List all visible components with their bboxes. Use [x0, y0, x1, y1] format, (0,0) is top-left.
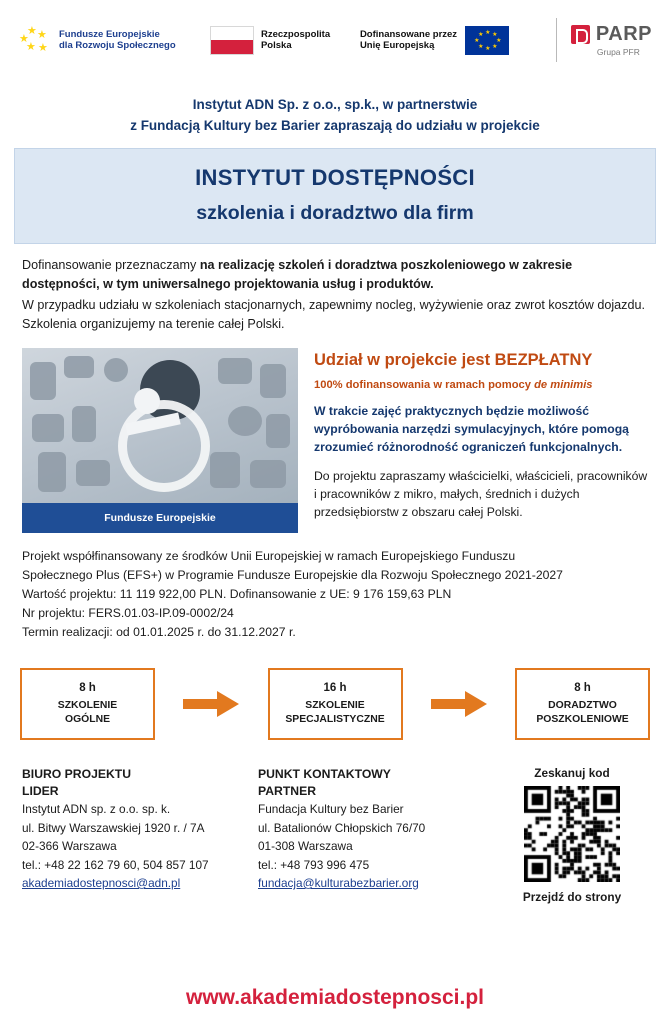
flow-step-1-label-1: SZKOLENIE [57, 700, 118, 711]
accessibility-photo [22, 348, 298, 533]
program-flow [20, 668, 650, 740]
logo-fundusze-europejskie [18, 24, 188, 56]
paragraph-bold: na realizację szkoleń i doradztwa poszkoleniowego w zakresie dostępności, w tym uniwersalnego projektowania usług i produktów. [22, 258, 573, 291]
paragraph-rest: W przypadku udziału w szkoleniach stacjonarnych, zapewnimy nocleg, wyżywienie oraz zwrot kosztów dojazdu. Szkolenia organizujemy na terenie całej Polski. [22, 298, 645, 331]
flow-step-2-label-2: SPECJALISTYCZNE [285, 714, 385, 725]
fe-logo-text [59, 29, 176, 52]
contact-lider-street: ul. Bitwy Warszawskiej 1920 r. / 7A [22, 820, 205, 835]
polish-flag-icon [210, 26, 254, 55]
rp-logo-line2: Polska [260, 40, 292, 51]
fe-stars-icon: ★ ★ ★ ★ ★ [19, 25, 48, 54]
contact-lider-title-2: LIDER [22, 784, 59, 798]
intro-heading [30, 94, 640, 136]
fe-logo-line2: dla Rozwoju Społecznego [59, 40, 176, 51]
benefits-paragraph-1: W trakcie zajęć praktycznych będzie możliwość wypróbowania narzędzi symulacyjnych, które pomogą zrozumieć różnorodność ograniczeń funkcjonalnych. [314, 404, 629, 454]
de-minimis-italic: de minimis [534, 379, 593, 391]
flow-step-1-hours: 8 h [79, 682, 96, 694]
parp-name: PARP [595, 23, 652, 45]
benefits-paragraph-2: Do projektu zapraszamy właścicielki, właścicieli, pracowników i pracowników z mikro, małych, średnich i dużych przedsiębiorstw z obszaru całej Polski. [314, 469, 648, 519]
flow-step-3 [515, 668, 650, 740]
paragraph-lead: Dofinansowanie przeznaczamy [22, 258, 200, 272]
wheelchair-icon [118, 400, 210, 492]
qr-section [494, 766, 650, 904]
ue-logo-line2: Unię Europejską [359, 40, 435, 51]
free-participation-title: Udział w projekcie jest BEZPŁATNY [314, 351, 593, 369]
funding-line-2: Społecznego Plus (EFS+) w Programie Fundusze Europejskie dla Rozwoju Społecznego 2021-2027 [22, 568, 563, 582]
flow-step-2 [268, 668, 403, 740]
logo-unia-europejska [360, 26, 550, 55]
banner-subtitle: szkolenia i doradztwo dla firm [196, 202, 474, 224]
contact-lider-email-link[interactable]: akademiadostepnosci@adn.pl [22, 876, 181, 890]
flow-step-1 [20, 668, 155, 740]
flow-arrow-2-icon [403, 691, 516, 717]
contact-partner-title-2: PARTNER [258, 784, 317, 798]
logo-bar [0, 0, 670, 72]
contact-lider-phone: tel.: +48 22 162 79 60, 504 857 107 [22, 857, 209, 872]
de-minimis-pre: 100% dofinansowania w ramach pomocy [314, 379, 535, 391]
parp-subtitle: Grupa PFR [596, 47, 640, 57]
contact-partner-street: ul. Batalionów Chłopskich 76/70 [258, 820, 426, 835]
de-minimis-note [314, 379, 652, 391]
funding-details [22, 547, 648, 642]
contact-partner-title-1: PUNKT KONTAKTOWY [258, 767, 391, 781]
intro-line2: z Fundacją Kultury bez Barier zapraszają do udziału w projekcie [130, 118, 540, 133]
contact-partner [258, 766, 494, 904]
contact-lider-title-1: BIURO PROJEKTU [22, 767, 132, 781]
contacts-section [22, 766, 650, 904]
flow-step-3-hours: 8 h [574, 682, 591, 694]
flow-step-2-label-1: SZKOLENIE [305, 700, 365, 711]
flow-step-3-label-2: POSZKOLENIOWE [536, 714, 629, 725]
contact-partner-phone: tel.: +48 793 996 475 [258, 857, 370, 872]
middle-section [22, 348, 652, 533]
ue-logo-text [360, 29, 457, 52]
contact-partner-email-link[interactable]: fundacja@kulturabezbarier.org [258, 876, 419, 890]
qr-title: Zeskanuj kod [534, 766, 610, 780]
title-banner [14, 148, 656, 244]
qr-footer: Przejdź do strony [522, 890, 622, 904]
banner-title: INSTYTUT DOSTĘPNOŚCI [195, 165, 475, 190]
qr-code[interactable] [524, 786, 620, 882]
flow-step-2-hours: 16 h [323, 682, 347, 694]
rp-logo-text [261, 29, 330, 52]
ue-logo-line1: Dofinansowane przez [359, 28, 458, 40]
parp-mark-icon [571, 25, 590, 44]
logo-parp [571, 23, 652, 57]
intro-line1: Instytut ADN Sp. z o.o., sp.k., w partnerstwie [192, 97, 478, 112]
rp-logo-line1: Rzeczpospolita [260, 28, 331, 40]
benefits-column [314, 348, 652, 533]
website-url[interactable]: www.akademiadostepnosci.pl [186, 986, 484, 1009]
contact-lider-city: 02-366 Warszawa [22, 839, 117, 853]
contact-lider-name: Instytut ADN sp. z o.o. sp. k. [22, 802, 171, 816]
eu-flag-icon: ★ ★ ★ ★ ★ ★ ★ ★ [465, 26, 509, 55]
logo-divider [556, 18, 557, 62]
funding-line-5: Termin realizacji: od 01.01.2025 r. do 31.12.2027 r. [22, 625, 296, 639]
funding-line-1: Projekt współfinansowany ze środków Unii Europejskiej w ramach Europejskiego Funduszu [22, 549, 516, 563]
flow-arrow-1-icon [155, 691, 268, 717]
funding-line-4: Nr projektu: FERS.01.03-IP.09-0002/24 [22, 606, 234, 620]
contact-partner-name: Fundacja Kultury bez Barier [258, 802, 404, 816]
intro-paragraph [22, 256, 648, 334]
photo-caption-strip [22, 503, 298, 533]
logo-rzeczpospolita-polska [210, 26, 360, 55]
contact-partner-city: 01-308 Warszawa [258, 839, 353, 853]
funding-line-3: Wartość projektu: 11 119 922,00 PLN. Dofinansowanie z UE: 9 176 159,63 PLN [22, 587, 452, 601]
contact-lider [22, 766, 258, 904]
flow-step-3-label-1: DORADZTWO [548, 700, 617, 711]
fe-logo-line1: Fundusze Europejskie [59, 28, 160, 40]
photo-caption: Fundusze Europejskie [104, 512, 216, 524]
flow-step-1-label-2: OGÓLNE [64, 714, 111, 725]
